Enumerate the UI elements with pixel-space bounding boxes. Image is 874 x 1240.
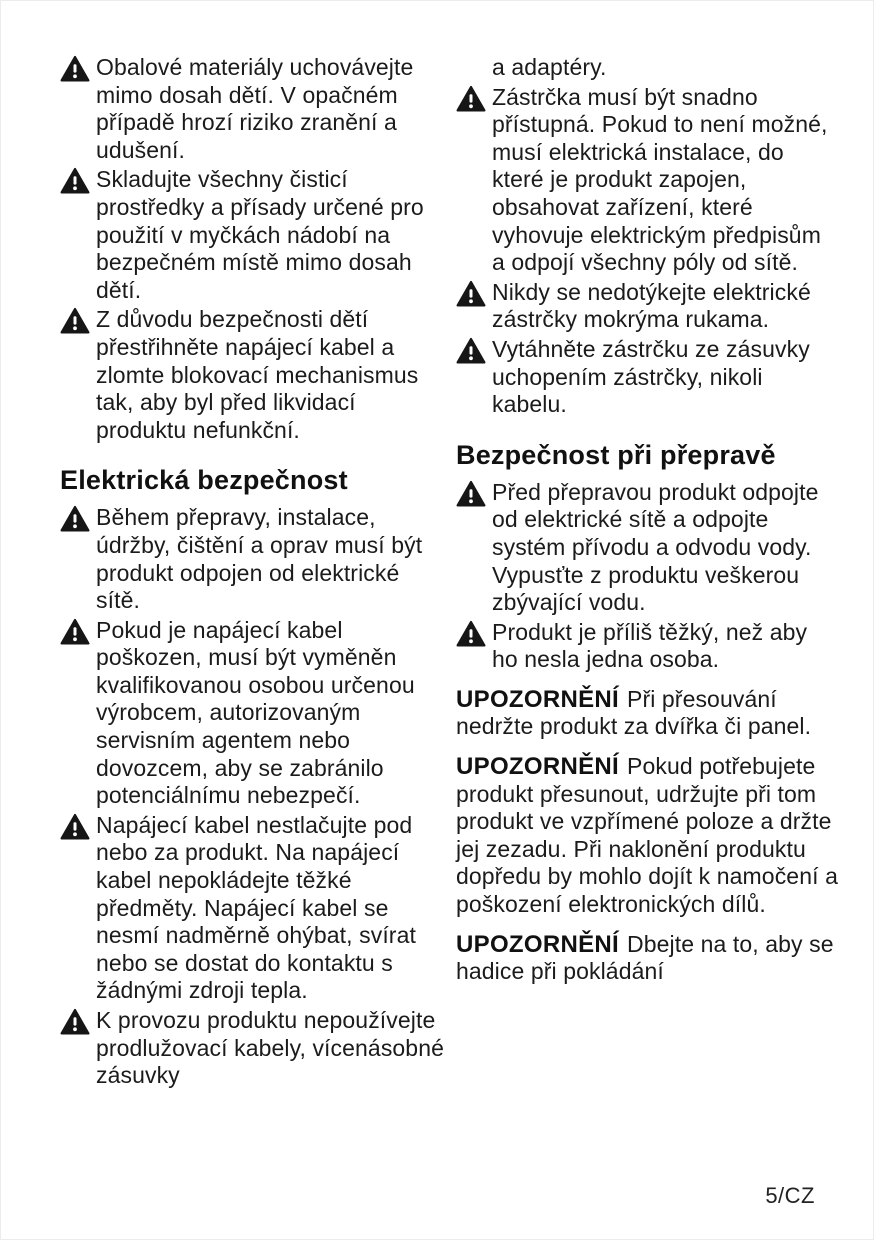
bullet-text: Napájecí kabel nestlačujte pod nebo za produkt. Na napájecí kabel nepokládejte těžké předměty. Napájecí kabel se nesmí nadměrně ohýbat, svírat nebo se dostat do kontaktu s žádnými zdroji tepla. [96,811,416,1004]
page-number: 5/CZ [765,1183,815,1208]
bullet-text: Obalové materiály uchovávejte mimo dosah dětí. V opačném případě hrozí riziko zranění a udušení. [96,54,414,163]
warning-triangle-icon [456,620,486,647]
heading-transport-safety: Bezpečnost při přepravě [456,439,776,470]
warning-triangle-icon [60,505,90,532]
attention-label: UPOZORNĚNÍ [456,685,620,713]
warning-triangle-icon [60,813,90,840]
safety-bullet [456,279,838,334]
bullet-continuation-text: a adaptéry. [492,54,607,80]
attention-paragraph [456,753,838,919]
safety-bullet [60,54,446,164]
warning-triangle-icon [456,280,486,307]
safety-bullet [456,336,838,419]
bullet-text: K provozu produktu nepoužívejte prodlužovací kabely, vícenásobné zásuvky [96,1007,444,1089]
bullet-text: Produkt je příliš těžký, než aby ho nesla jedna osoba. [492,618,808,673]
warning-triangle-icon [456,480,486,507]
left-column [60,54,446,1092]
attention-label: UPOZORNĚNÍ [456,753,620,781]
bullet-text: Vytáhněte zástrčku ze zásuvky uchopením zástrčky, nikoli kabelu. [492,335,810,418]
safety-bullet [60,1007,446,1090]
safety-bullet [60,504,446,614]
bullet-text: Před přepravou produkt odpojte od elektrické sítě a odpojte systém přívodu a odvodu vody. Vypusťte z produktu veškerou zbývající vodu. [492,478,819,616]
safety-bullet [60,617,446,810]
warning-triangle-icon [60,618,90,645]
right-column [456,54,838,1092]
bullet-text: Pokud je napájecí kabel poškozen, musí být vyměněn kvalifikovanou osobou určenou výrobcem, autorizovaným servisním agentem nebo dovozcem, aby se zabránilo potenciálnímu nebezpečí. [96,616,415,809]
bullet-text: Zástrčka musí být snadno přístupná. Pokud to není možné, musí elektrická instalace, do které je produkt zapojen, obsahovat zařízení, které vyhovuje elektrickým předpisům a odpojí všechny póly od sítě. [492,83,828,276]
safety-bullet [456,479,838,617]
attention-text: Pokud potřebujete produkt přesunout, udržujte při tom produkt ve vzpřímené poloze a držte jej zezadu. Při naklonění produktu dopředu by mohlo dojít k namočení a poškození elektronických dílů. [456,753,838,918]
bullet-text: Během přepravy, instalace, údržby, čištění a oprav musí být produkt odpojen od elektrické sítě. [96,504,423,614]
warning-triangle-icon [60,1008,90,1035]
heading-electrical-safety: Elektrická bezpečnost [60,465,348,496]
attention-text: Při přesouvání nedržte produkt za dvířka či panel. [456,685,812,740]
attention-paragraph [456,686,838,741]
attention-paragraph [456,931,838,986]
warning-triangle-icon [60,167,90,194]
safety-bullet [60,812,446,1005]
warning-triangle-icon [456,337,486,364]
attention-text: Dbejte na to, aby se hadice při pokládání [456,930,834,985]
bullet-text: Nikdy se nedotýkejte elektrické zástrčky mokrýma rukama. [492,278,811,333]
bullet-text: Skladujte všechny čisticí prostředky a přísady určené pro použití v myčkách nádobí na bezpečném místě mimo dosah dětí. [96,166,424,303]
warning-triangle-icon [60,307,90,334]
bullet-text: Z důvodu bezpečnosti dětí přestřihněte napájecí kabel a zlomte blokovací mechanismus tak, aby byl před likvidací produktu nefunkční. [96,306,419,443]
safety-bullet [456,84,838,277]
safety-bullet [456,619,838,674]
warning-triangle-icon [456,85,486,112]
safety-bullet [60,166,446,304]
safety-bullet [60,306,446,444]
manual-page-body [60,54,838,1092]
warning-triangle-icon [60,55,90,82]
attention-label: UPOZORNĚNÍ [456,930,620,958]
